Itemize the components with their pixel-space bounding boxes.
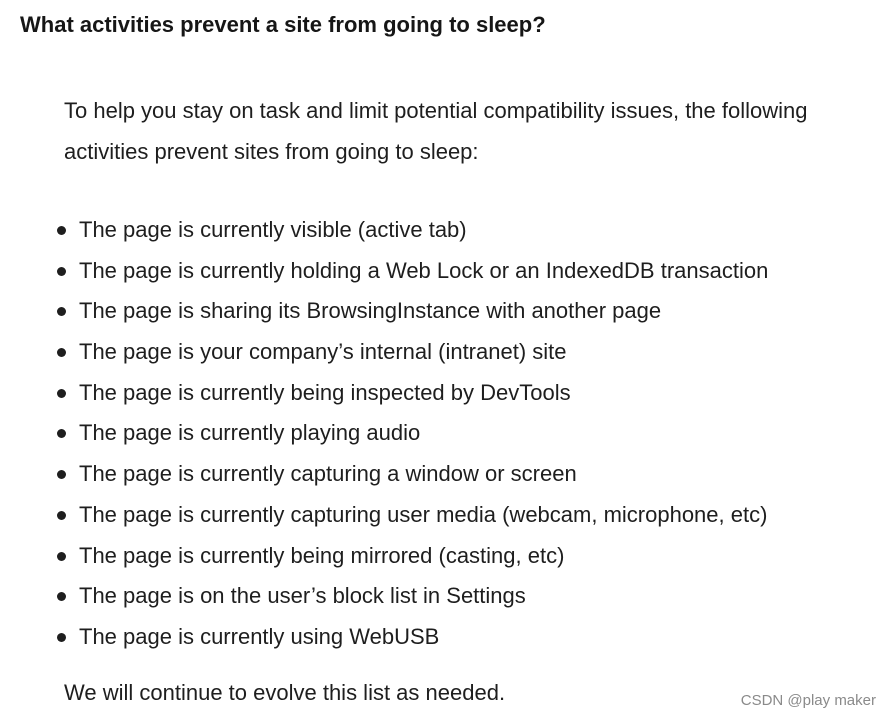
list-item-text: The page is currently holding a Web Lock or an IndexedDB transaction <box>79 257 769 283</box>
bullet-icon <box>57 267 66 276</box>
watermark: CSDN @play maker <box>740 692 876 709</box>
bullet-icon <box>57 470 66 479</box>
list-item <box>52 373 768 414</box>
intro-paragraph: To help you stay on task and limit potential compatibility issues, the following activities prevent sites from going to sleep: <box>64 98 808 164</box>
page-heading: What activities prevent a site from going to sleep? <box>20 12 546 37</box>
list-item-text: The page is currently using WebUSB <box>79 623 440 649</box>
bullet-icon <box>57 348 66 357</box>
list-item <box>52 576 768 617</box>
list-item-text: The page is your company’s internal (intranet) site <box>79 339 567 365</box>
list-item <box>52 617 768 658</box>
list-item <box>52 251 768 292</box>
list-item <box>52 495 768 536</box>
bullet-icon <box>57 511 66 520</box>
list-item <box>52 210 768 251</box>
activities-list <box>52 210 768 658</box>
bullet-icon <box>57 226 66 235</box>
list-item <box>52 291 768 332</box>
closing-paragraph: We will continue to evolve this list as needed. <box>64 680 506 705</box>
list-item-text: The page is currently playing audio <box>79 420 421 446</box>
bullet-icon <box>57 633 66 642</box>
list-item-text: The page is currently visible (active tab) <box>79 217 467 242</box>
bullet-icon <box>57 429 66 438</box>
list-item <box>52 413 768 454</box>
list-item <box>52 454 768 495</box>
bullet-icon <box>57 307 66 316</box>
list-item-text: The page is currently being inspected by DevTools <box>79 379 571 405</box>
bullet-icon <box>57 389 66 398</box>
list-item-text: The page is currently capturing a window or screen <box>79 461 577 487</box>
list-item <box>52 536 768 577</box>
list-item <box>52 332 768 373</box>
list-item-text: The page is sharing its BrowsingInstance with another page <box>79 298 662 324</box>
bullet-icon <box>57 592 66 601</box>
bullet-icon <box>57 552 66 561</box>
list-item-text: The page is currently capturing user media (webcam, microphone, etc) <box>79 501 768 527</box>
list-item-text: The page is on the user’s block list in Settings <box>79 583 526 609</box>
list-item-text: The page is currently being mirrored (casting, etc) <box>79 542 565 568</box>
